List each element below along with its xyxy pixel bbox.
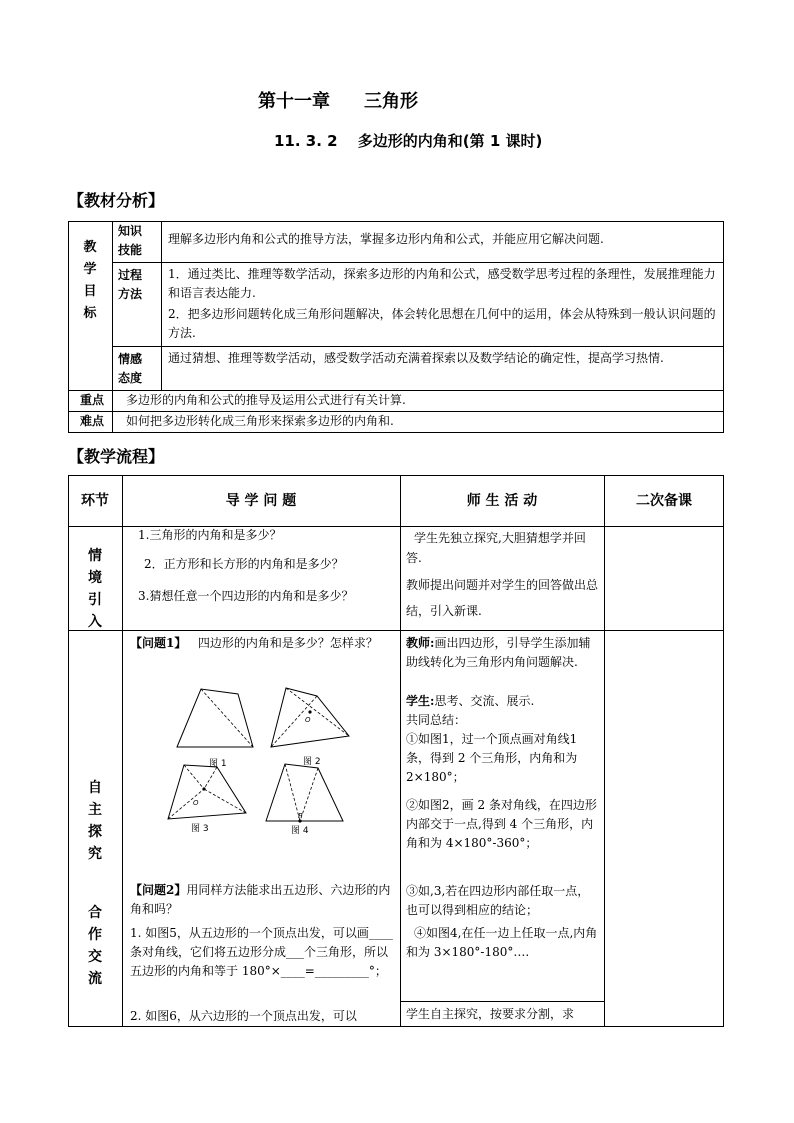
section-flow-heading: 【教学流程】 — [68, 447, 165, 466]
figure-2-label: 图 2 — [303, 757, 321, 767]
activity-point-5: 学生自主探究，按要求分割，求 — [406, 1007, 575, 1021]
figure-3-point: O — [193, 799, 199, 807]
figure-3 — [168, 765, 246, 834]
emotion-text: 通过猜想、推理等数学活动，感受数学活动充满着探索以及数学结论的确定性，提高学习热情. — [168, 351, 664, 365]
question-2: 【问题2】用同样方法能求出五边形、六边形的内角和吗？ — [130, 883, 391, 916]
explore-label: 自 主 探 究 — [88, 780, 102, 862]
process-text-1: 1．通过类比、推理等数学活动，探索多边形的内角和公式，感受数学思考过程的条理性，发展推理能力和语言表达能力. — [168, 267, 716, 300]
figure-4 — [266, 764, 343, 836]
intro-question-3: 3.猜想任意一个四边形的内角和是多少？ — [138, 589, 354, 603]
key-label: 重点 — [79, 393, 104, 407]
activity-point-2: ②如图2，画 2 条对角线，在四边形内部交于一点,得到 4 个三角形，内角和为 4×180°-360°； — [406, 798, 597, 850]
question-1: 【问题1】 四边形的内角和是多少？怎样求？ — [130, 636, 378, 650]
chapter-number: 第十一章 — [258, 91, 330, 112]
difficulty-text: 如何把多边形转化成三角形来探索多边形的内角和. — [126, 414, 394, 428]
intro-activity-1: 学生先独立探究,大胆猜想学并回答. — [406, 531, 586, 565]
goals-label: 教 学 目 标 — [83, 240, 97, 321]
figure-2 — [271, 688, 349, 767]
intro-question-1: 1.三角形的内角和是多少？ — [138, 528, 282, 542]
question-2-item-2: 2. 如图6，从六边形的一个顶点出发，可以 — [130, 1009, 357, 1023]
activity-point-4: ④如图4,在任一边上任取一点,内角和为 3×180°-180°…. — [406, 926, 598, 959]
activity-teacher: 教师:画出四边形，引导学生添加辅助线转化为三角形内角问题解决. — [406, 636, 591, 669]
process-label: 过程 方法 — [118, 268, 143, 301]
figure-2-point: O — [305, 716, 311, 724]
figure-1 — [177, 689, 253, 769]
question-2-item-1: 1. 如图5，从五边形的一个顶点出发，可以画____条对角线，它们将五边形分成___个三角形，所以五边形的内角和等于 180°×____=_________°； — [130, 926, 393, 978]
intro-label: 情 境 引 入 — [88, 548, 102, 630]
quadrilateral-figures — [160, 680, 360, 840]
activity-student: 学生:思考、交流、展示. — [406, 694, 535, 708]
figure-1-label: 图 1 — [209, 759, 227, 769]
knowledge-text: 理解多边形内角和公式的推导方法，掌握多边形内角和公式，并能应用它解决问题. — [168, 232, 604, 246]
header-stage: 环节 — [81, 493, 109, 509]
section-analysis-heading: 【教材分析】 — [68, 191, 165, 210]
intro-activity-2: 教师提出问题并对学生的回答做出总结，引入新课. — [406, 578, 599, 618]
knowledge-label: 知识 技能 — [118, 224, 143, 257]
difficulty-label: 难点 — [79, 414, 104, 428]
cooperate-label: 合 作 交 流 — [88, 905, 102, 987]
lesson-title: 11. 3. 2 多边形的内角和(第 1 课时) — [274, 132, 543, 150]
activity-summary: 共同总结： — [406, 713, 467, 727]
header-activities: 师 生 活 动 — [466, 493, 538, 509]
figure-4-label: 图 4 — [291, 826, 309, 836]
chapter-title — [258, 87, 418, 113]
emotion-label: 情感 态度 — [118, 352, 143, 385]
key-text: 多边形的内角和公式的推导及运用公式进行有关计算. — [126, 393, 406, 407]
process-text-2: 2．把多边形问题转化成三角形问题解决，体会转化思想在几何中的运用，体会从特殊到一般认识问题的方法. — [168, 307, 716, 340]
intro-question-2: 2．正方形和长方形的内角和是多少？ — [144, 557, 344, 571]
activity-point-3: ③如,3,若在四边形内部任取一点，也可以得到相应的结论； — [406, 884, 590, 917]
figure-3-label: 图 3 — [191, 824, 209, 834]
chapter-name: 三角形 — [364, 91, 418, 112]
figure-4-point: P — [298, 812, 303, 820]
header-questions: 导 学 问 题 — [225, 493, 297, 509]
activity-point-1: ①如图1，过一个顶点画对角线1条，得到 2 个三角形，内角和为 2×180°； — [406, 732, 578, 784]
header-second-prep: 二次备课 — [636, 493, 692, 509]
